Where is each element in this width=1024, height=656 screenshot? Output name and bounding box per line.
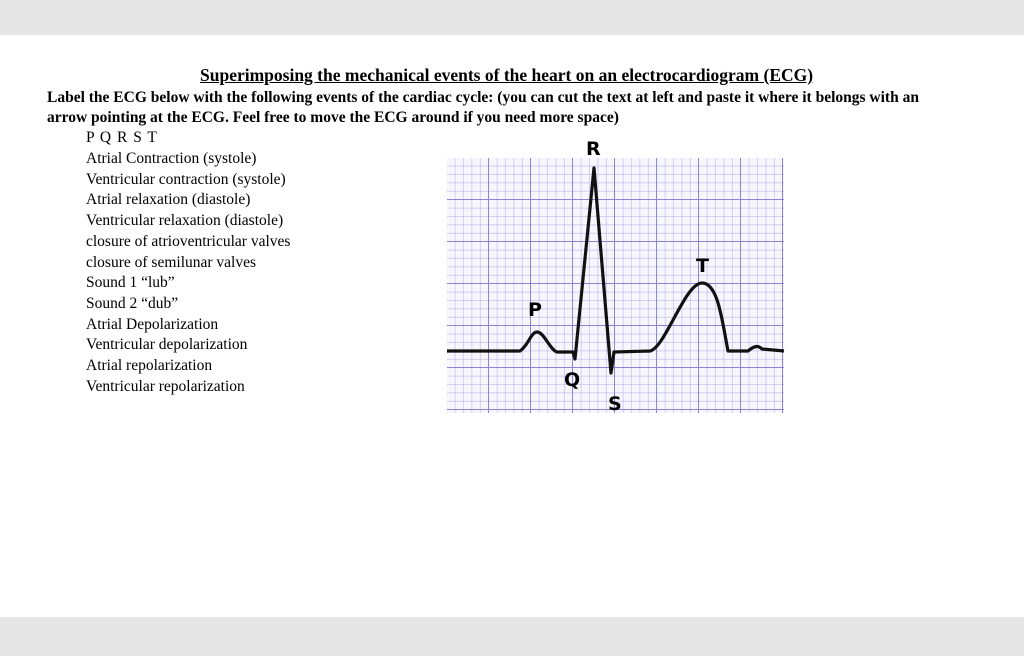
- instruction-line-2: arrow pointing at the ECG. Feel free to move the ECG around if you need more space): [47, 109, 619, 126]
- list-item: Atrial Contraction (systole): [86, 150, 257, 167]
- list-item: closure of semilunar valves: [86, 254, 257, 271]
- ecg-label-q: Q: [564, 369, 581, 391]
- list-item: Ventricular relaxation (diastole): [86, 212, 284, 229]
- ecg-label-s: S: [608, 393, 622, 415]
- list-item: Atrial repolarization: [86, 357, 213, 374]
- list-item: Sound 2 “dub”: [86, 295, 179, 312]
- list-item: closure of atrioventricular valves: [86, 233, 291, 250]
- ecg-label-p: P: [528, 299, 542, 321]
- list-item: Ventricular repolarization: [86, 378, 245, 395]
- ecg-label-t: T: [696, 255, 709, 277]
- instruction-line-1: Label the ECG below with the following events of the cardiac cycle: (you can cut the text at left and paste it where it belongs with an: [47, 89, 919, 106]
- list-item: Atrial relaxation (diastole): [86, 191, 251, 208]
- list-item: Atrial Depolarization: [86, 316, 219, 333]
- list-item: Ventricular depolarization: [86, 336, 248, 353]
- list-item: Ventricular contraction (systole): [86, 171, 286, 188]
- ecg-grid-major: [447, 158, 784, 413]
- list-item: Sound 1 “lub”: [86, 274, 175, 291]
- document-title: Superimposing the mechanical events of the heart on an electrocardiogram (ECG): [200, 65, 814, 85]
- ecg-label-r: R: [586, 138, 601, 160]
- list-item: P Q R S T: [86, 129, 158, 146]
